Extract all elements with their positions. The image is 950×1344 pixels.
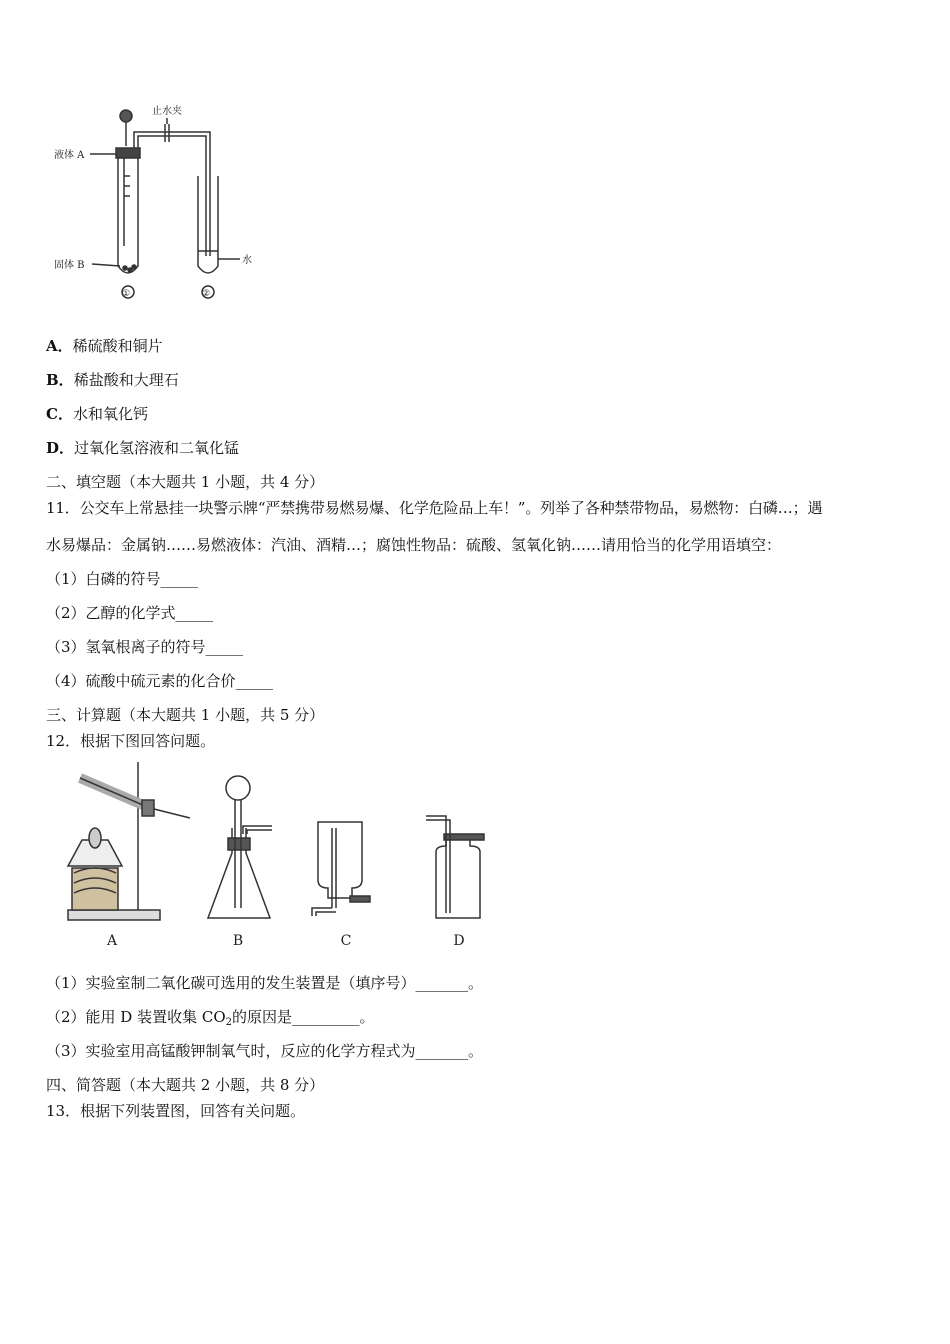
option-b: B．稀盐酸和大理石 [46, 371, 179, 389]
q11-part2: （2）乙醇的化学式_____ [46, 604, 214, 622]
q12-part3: （3）实验室用高锰酸钾制氧气时，反应的化学方程式为_______。 [46, 1042, 484, 1060]
q12-prompt: 12．根据下图回答问题。 [46, 732, 216, 750]
q12-part2: （2）能用 D 装置收集 $CO_2$的原因是_________。 [46, 1008, 375, 1028]
q11-line1: 11．公交车上常悬挂一块警示牌“严禁携带易燃易爆、化学危险品上车！”。列举了各种禁带物品，易燃物：白磷…；遇 [46, 499, 823, 517]
q12-part1: （1）实验室制二氧化碳可选用的发生装置是（填序号）_______。 [46, 974, 484, 992]
section-2-heading: 二、填空题（本大题共 1 小题，共 4 分） [46, 473, 325, 491]
apparatus-d-label: D [453, 933, 465, 949]
q11-part4: （4）硫酸中硫元素的化合价_____ [46, 672, 274, 690]
tube1-label: ① [122, 289, 131, 299]
apparatus-a-label: A [106, 933, 118, 949]
option-c: C．水和氧化钙 [46, 405, 148, 423]
section-3-heading: 三、计算题（本大题共 1 小题，共 5 分） [46, 706, 325, 724]
q11-part1: （1）白磷的符号_____ [46, 570, 199, 588]
section-4-heading: 四、简答题（本大题共 2 小题，共 8 分） [46, 1076, 325, 1094]
tube2-label: ② [202, 289, 211, 299]
solid-b-label: 固体 B [54, 260, 85, 271]
liquid-a-label: 液体 A [54, 150, 85, 161]
q11-line2: 水易爆品：金属钠……易燃液体：汽油、酒精…；腐蚀性物品：硫酸、氢氧化钠……请用恰当的化学用语填空： [46, 536, 782, 554]
apparatus-c-label: C [340, 933, 352, 949]
q11-part3: （3）氢氧根离子的符号_____ [46, 638, 244, 656]
apparatus-b-label: B [232, 933, 244, 949]
apparatus-figure-2 [60, 758, 510, 958]
water-label: 水 [242, 255, 252, 266]
option-a: A．稀硫酸和铜片 [46, 337, 163, 355]
clamp-label: 止水夹 [152, 106, 182, 117]
apparatus-figure-1 [40, 96, 280, 306]
option-d: D．过氧化氢溶液和二氧化锰 [46, 439, 240, 457]
q13-prompt: 13．根据下列装置图，回答有关问题。 [46, 1102, 306, 1120]
